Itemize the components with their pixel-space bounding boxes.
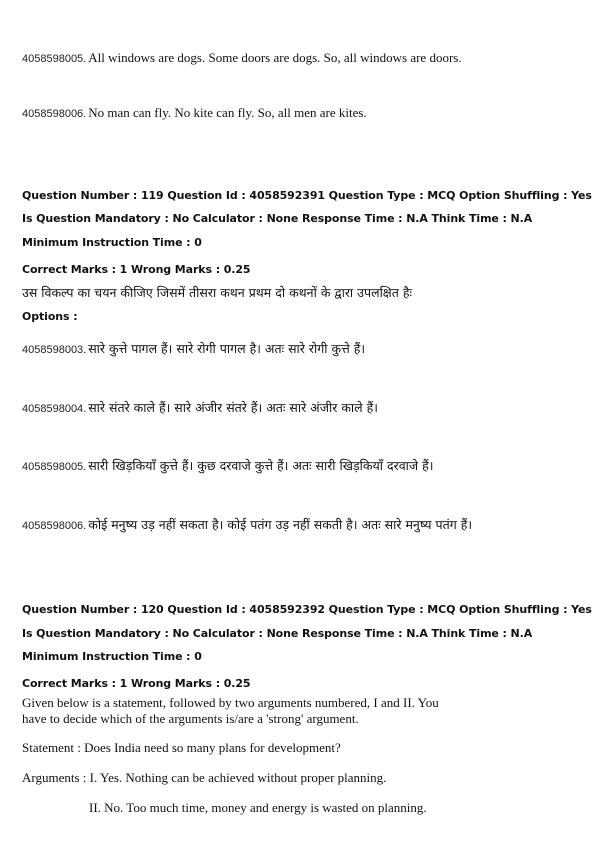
option-4058598006-hi [22, 516, 472, 533]
option-id: 4058598003. [22, 344, 87, 356]
option-text: All windows are dogs. Some doors are dogs. So, all windows are doors. [88, 50, 462, 65]
q119-header-line2: Is Question Mandatory : No Calculator : None Response Time : N.A Think Time : N.A [22, 212, 533, 225]
q119-header-line1: Question Number : 119 Question Id : 4058592391 Question Type : MCQ Option Shuffling : Yes [22, 189, 592, 202]
q119-question-text: उस विकल्प का चयन कीजिए जिसमें तीसरा कथन प्रथम दो कथनों के द्वारा उपलक्षित हैः [22, 285, 413, 300]
option-id: 4058598005. [22, 53, 87, 65]
option-4058598004-hi [22, 399, 378, 416]
option-id: 4058598006. [22, 520, 87, 532]
option-id: 4058598006. [22, 108, 87, 120]
option-id: 4058598005. [22, 461, 87, 473]
option-4058598005-en [22, 50, 462, 66]
q119-marks: Correct Marks : 1 Wrong Marks : 0.25 [22, 263, 251, 276]
q119-options-label: Options : [22, 310, 78, 323]
q120-argument-1: Arguments : I. Yes. Nothing can be achieved without proper planning. [22, 770, 387, 785]
q119-min-instruction: Minimum Instruction Time : 0 [22, 236, 202, 249]
q120-argument-2: II. No. Too much time, money and energy is wasted on planning. [89, 800, 427, 815]
q120-marks: Correct Marks : 1 Wrong Marks : 0.25 [22, 677, 251, 690]
q120-header-line1: Question Number : 120 Question Id : 4058592392 Question Type : MCQ Option Shuffling : Yes [22, 603, 592, 616]
q120-statement: Statement : Does India need so many plans for development? [22, 740, 341, 755]
option-4058598003-hi [22, 340, 365, 357]
option-text: सारे संतरे काले हैं। सारे अंजीर संतरे हैं। अतः सारे अंजीर काले हैं। [88, 400, 378, 415]
option-text: सारे कुत्ते पागल हैं। सारे रोगी पागल है। अतः सारे रोगी कुत्ते हैं। [88, 341, 366, 356]
q120-header-line2: Is Question Mandatory : No Calculator : None Response Time : N.A Think Time : N.A [22, 627, 533, 640]
option-text: कोई मनुष्य उड़ नहीं सकता है। कोई पतंग उड़ नहीं सकती है। अतः सारे मनुष्य पतंग हैं। [88, 517, 473, 532]
option-id: 4058598004. [22, 403, 87, 415]
option-text: सारी खिड़कियाँ कुत्ते हैं। कुछ दरवाजे कुत्ते हैं। अतः सारी खिड़कियाँ दरवाजे हैं। [88, 458, 434, 473]
option-4058598006-en [22, 105, 367, 121]
q120-min-instruction: Minimum Instruction Time : 0 [22, 650, 202, 663]
q120-intro-line2: have to decide which of the arguments is/are a 'strong' argument. [22, 711, 359, 726]
option-4058598005-hi [22, 457, 434, 474]
q120-intro-line1: Given below is a statement, followed by two arguments numbered, I and II. You [22, 695, 439, 710]
option-text: No man can fly. No kite can fly. So, all men are kites. [88, 105, 367, 120]
